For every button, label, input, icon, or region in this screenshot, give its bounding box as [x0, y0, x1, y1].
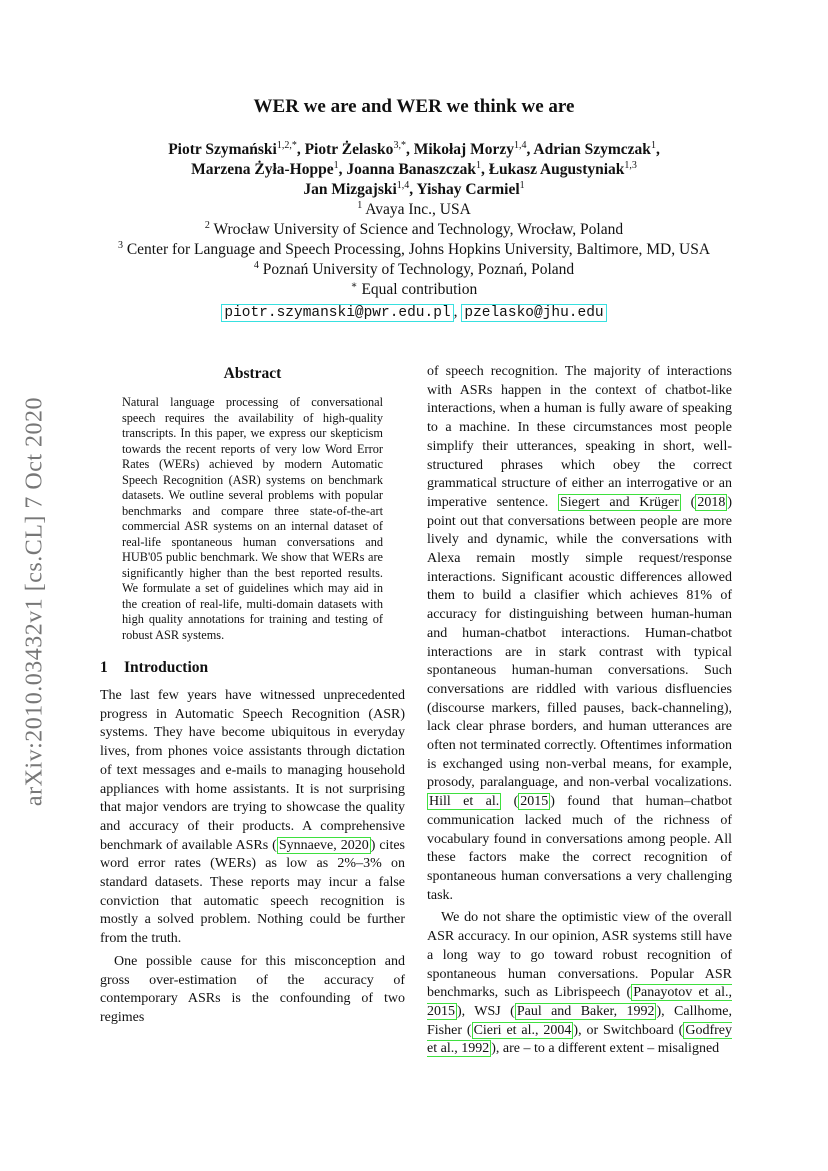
affiliation-line: $^2$ Wrocław University of Science and Technology, Wrocław, Poland	[204, 219, 624, 238]
affiliation-marker: 3	[117, 239, 123, 251]
affiliation-line: ∗ Equal contribution	[350, 279, 478, 298]
citation-link[interactable]: Panayotov et al., 2015	[427, 985, 733, 1019]
section-number: 1	[100, 659, 108, 676]
citation-link[interactable]: Paul and Baker, 1992	[516, 1003, 655, 1019]
affiliation-marker: 1	[475, 159, 481, 171]
section-heading	[100, 659, 405, 677]
body-paragraph: of speech recognition. The majority of interactions with ASRs happen in the context of chatbot-like interactions, when a human is fully aware of speaking to a machine. In these circumstances most people simplify their utterances, speaking in short, well-structured phrases which obey the correct grammatical structure of either an interrogative or an imperative sentence. Siegert and Krüger ( 2018 ) point out that conversations between people are more lively and dynamic, while the conversations with Alexa remain mostly simple request/response interactions. Significant acoustic differences allowed them to build a clasifier which achieves 81% of accuracy for distinguishing between human-human and human-chatbot interactions. Human-chatbot interactions are in stark contrast with typical spontaneous human-human conversations. Such conversations are riddled with various disfluencies (discourse markers, filled pauses, back-channeling), lack clear phrase borders, and human utterances are often not terminated correctly. Oftentimes information is exchanged using non-verbal means, for example, prosody, paralanguage, and non-verbal vocalizations. Hill et al. ( 2015 ) found that human–chatbot communication lacked much of the richness of vocabulary found in conversations among people. All these factors make the correct recognition of spontaneous human conversations a very challenging task.	[427, 364, 732, 903]
affiliation-marker: 1	[333, 159, 339, 171]
affiliation-marker: 1	[357, 199, 363, 211]
citation-link[interactable]: Hill et al.	[429, 794, 500, 810]
affiliation-marker: 1,3	[624, 159, 637, 171]
affiliation-marker: 3,*	[393, 139, 406, 151]
author-line-1: Piotr Szymański$^{1,2,*}$, Piotr Żelasko$^{3,*}$, Mikołaj Morzy$^{1,4}$, Adrian Szymczak$^1$,	[168, 139, 660, 158]
author-name: Joanna Banaszczak$^1$	[346, 159, 481, 178]
affiliation-marker: 1,4	[396, 179, 410, 191]
body-paragraph: The last few years have witnessed unprecedented progress in Automatic Speech Recognition (ASR) systems. They have become ubiquitous in everyday lives, from phones voice assistants through dictation of text messages and e-mails to managing household appliances with home assistants. It is not surprising that major vendors are trying to showcase the quality and accuracy of their products. A comprehensive benchmark of available ASRs ( Synnaeve, 2020 ) cites word error rates (WERs) as low as 2%–3% on standard datasets. These reports may incur a false conviction that automatic speech recognition is mostly a solved problem. Nothing could be further from the truth.	[100, 688, 405, 947]
affiliation-marker: 1,2,*	[276, 139, 297, 151]
paper-header	[0, 96, 828, 324]
affiliation-line: $^4$ Poznań University of Technology, Poznań, Poland	[253, 259, 575, 278]
body-paragraph: We do not share the optimistic view of the overall ASR accuracy. In our opinion, ASR systems still have a long way to go toward robust recognition of spontaneous human conversations. Popular ASR benchmarks, such as Librispeech ( Panayotov et al., 2015 ), WSJ ( Paul and Baker, 1992 ), Callhome, Fisher ( Cieri et al., 2004 ), or Switchboard ( Godfrey et al., 1992 ), are – to a different extent – misaligned	[427, 910, 733, 1057]
citation-link[interactable]: Siegert and Krüger	[559, 494, 679, 510]
arxiv-identifier: arXiv:2010.03432v1 [cs.CL] 7 Oct 2020	[21, 396, 48, 807]
affiliation-marker: 1,4	[513, 139, 527, 151]
section-title: Introduction	[124, 659, 209, 676]
affiliation-marker: 1	[519, 179, 525, 191]
citation-link[interactable]: 2018	[697, 494, 726, 510]
citation-link[interactable]: Godfrey et al., 1992	[427, 1022, 732, 1057]
author-name: Łukasz Augustyniak$^{1,3}$	[488, 159, 637, 178]
right-column	[427, 363, 732, 1059]
body-paragraph: One possible cause for this misconception and gross over-estimation of the accuracy of contemporary ASRs is the confounding of two regimes	[100, 953, 405, 1025]
citation-link[interactable]: Cieri et al., 2004	[473, 1022, 572, 1038]
author-list	[0, 140, 828, 200]
affiliation-line: $^1$ Avaya Inc., USA	[357, 199, 471, 218]
author-name: Marzena Żyła-Hoppe$^1$	[191, 159, 339, 178]
paper-title: WER we are and WER we think we are	[253, 96, 575, 117]
author-name: Adrian Szymczak$^1$	[533, 139, 656, 158]
abstract-text: Natural language processing of conversational speech requires the availability of high-quality transcripts. In this paper, we express our skepticism towards the recent reports of very low Word Error Rates (WERs) achieved by modern Automatic Speech Recognition (ASR) systems on benchmark datasets. We outline several problems with popular benchmarks and compare three state-of-the-art commercial ASR systems on an internal dataset of real-life spontaneous human conversations and HUB'05 public benchmark. We show that WERs are significantly higher than the best reported results. We formulate a set of guidelines which may aid in the creation of real-life, multi-domain datasets with high quality annotations for training and testing of robust ASR systems.	[122, 395, 383, 642]
author-line-2: Marzena Żyła-Hoppe$^1$, Joanna Banaszczak$^1$, Łukasz Augustyniak$^{1,3}$	[191, 159, 637, 178]
affiliation-marker: ∗	[350, 279, 358, 291]
affiliation-marker: 1	[650, 139, 656, 151]
email-line: piotr.szymanski@pwr.edu.pl , pzelasko@jhu.edu	[0, 301, 828, 324]
abstract-heading: Abstract	[223, 365, 282, 382]
affiliation-marker: 2	[204, 219, 210, 231]
email-link-1[interactable]: piotr.szymanski@pwr.edu.pl	[221, 304, 453, 322]
introduction-text-right	[427, 363, 732, 1059]
left-column	[100, 365, 405, 1028]
author-name: Piotr Szymański$^{1,2,*}$	[168, 139, 297, 158]
email-link-2[interactable]: pzelasko@jhu.edu	[461, 304, 606, 322]
author-name: Mikołaj Morzy$^{1,4}$	[413, 139, 527, 158]
author-name: Yishay Carmiel$^1$	[416, 179, 525, 198]
author-name: Jan Mizgajski$^{1,4}$	[303, 179, 410, 198]
citation-link[interactable]: Synnaeve, 2020	[278, 837, 369, 853]
affiliation-list	[0, 200, 828, 300]
affiliation-marker: 4	[253, 259, 259, 271]
affiliation-line: $^3$ Center for Language and Speech Processing, Johns Hopkins University, Baltimore, MD, USA	[117, 239, 711, 258]
author-name: Piotr Żelasko$^{3,*}$	[304, 139, 406, 158]
author-line-3: Jan Mizgajski$^{1,4}$, Yishay Carmiel$^1$	[303, 179, 525, 198]
citation-link[interactable]: 2015	[520, 794, 549, 810]
introduction-text-left	[100, 687, 405, 1028]
